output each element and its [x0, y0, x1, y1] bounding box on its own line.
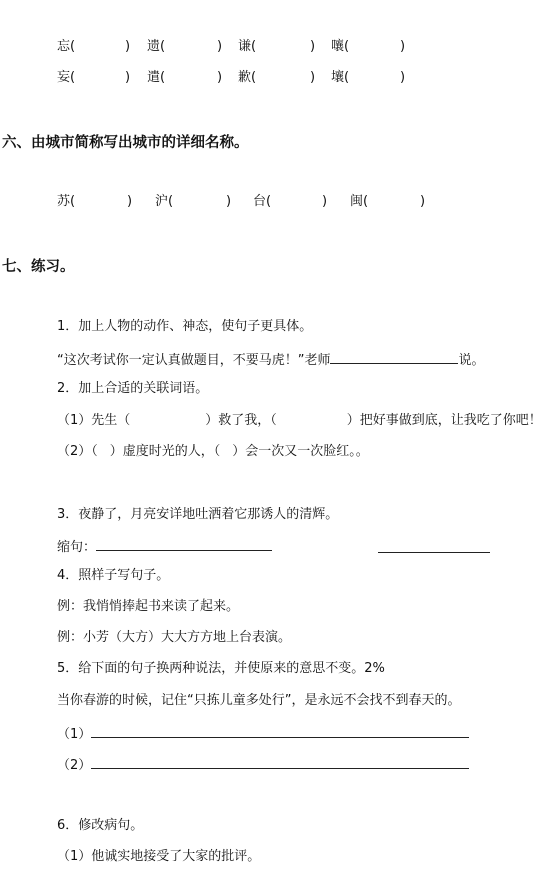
question-4-example-2: 例：小芳（大方）大大方方地上台表演。: [57, 630, 292, 645]
char-rang: 嚷(: [331, 39, 350, 54]
paren-close: ): [400, 70, 406, 85]
paren-close: ): [125, 39, 131, 54]
question-1-text: “这次考试你一定认真做题目，不要马虎！”老师: [57, 353, 331, 368]
question-1-tail: 说。: [458, 353, 485, 368]
paren-close: ): [217, 70, 223, 85]
city-su: 苏(: [57, 194, 76, 209]
answer-number: （1）: [57, 727, 92, 742]
question-5: 5．给下面的句子换两种说法，并使原来的意思不变。2%: [57, 661, 385, 676]
paren-close: ): [400, 39, 406, 54]
question-2-1: [57, 412, 542, 430]
question-5-answer-1: [57, 723, 469, 744]
answer-line[interactable]: [91, 723, 469, 738]
question-6: 6．修改病句。: [57, 818, 144, 833]
answer-blank[interactable]: [330, 349, 458, 364]
q2-1-part-a: （1）先生（: [57, 413, 131, 428]
paren-close: ): [310, 39, 316, 54]
question-4: 4．照样子写句子。: [57, 568, 170, 583]
paren-close: ): [322, 194, 328, 209]
question-3: 3．夜静了，月亮安详地吐洒着它那诱人的清辉。: [57, 507, 339, 522]
q2-1-part-c: ）把好事做到底，让我吃了你吧！: [346, 413, 542, 428]
question-6-item-1: （1）他诚实地接受了大家的批评。: [57, 849, 261, 864]
char-yi: 遗(: [147, 39, 166, 54]
paren-close: ): [226, 194, 232, 209]
city-hu: 沪(: [155, 194, 174, 209]
char-wang2: 妄(: [57, 70, 76, 85]
city-min: 闽(: [350, 194, 369, 209]
paren-close: ): [420, 194, 426, 209]
question-5-answer-2: [57, 754, 469, 775]
section-six-title: 六、由城市简称写出城市的详细名称。: [2, 135, 249, 151]
char-rang2: 壤(: [331, 70, 350, 85]
question-2-2: [57, 443, 369, 461]
city-tai: 台(: [253, 194, 272, 209]
question-1: 1．加上人物的动作、神态，使句子更具体。: [57, 319, 313, 334]
q2-1-part-b: ）救了我，（: [205, 413, 277, 428]
answer-number: （2）: [57, 758, 92, 773]
question-4-example-1: 例：我悄悄捧起书来读了起来。: [57, 599, 240, 614]
condense-label: 缩句：: [57, 540, 97, 555]
answer-line[interactable]: [91, 754, 469, 769]
question-2: 2．加上合适的关联词语。: [57, 381, 209, 396]
question-5-sentence: 当你春游的时候，记住“只拣儿童多处行”，是永远不会找不到春天的。: [57, 693, 461, 708]
paren-close: ): [310, 70, 316, 85]
q2-2-part-b: ）虚度时光的人，（: [109, 444, 221, 459]
section-seven-title: 七、练习。: [2, 259, 75, 275]
char-wang: 忘(: [57, 39, 76, 54]
char-qian3: 歉(: [238, 70, 257, 85]
q2-2-part-c: ）会一次又一次脸红。。: [232, 444, 369, 459]
char-qian: 谦(: [238, 39, 257, 54]
paren-close: ): [217, 39, 223, 54]
question-1-sentence: [57, 349, 485, 370]
q2-2-part-a: （2）（: [57, 444, 98, 459]
question-3-answer: [57, 536, 272, 557]
char-qian2: 遣(: [147, 70, 166, 85]
answer-line[interactable]: [96, 536, 272, 551]
paren-close: ): [125, 70, 131, 85]
paren-close: ): [127, 194, 133, 209]
answer-line[interactable]: [378, 538, 490, 553]
